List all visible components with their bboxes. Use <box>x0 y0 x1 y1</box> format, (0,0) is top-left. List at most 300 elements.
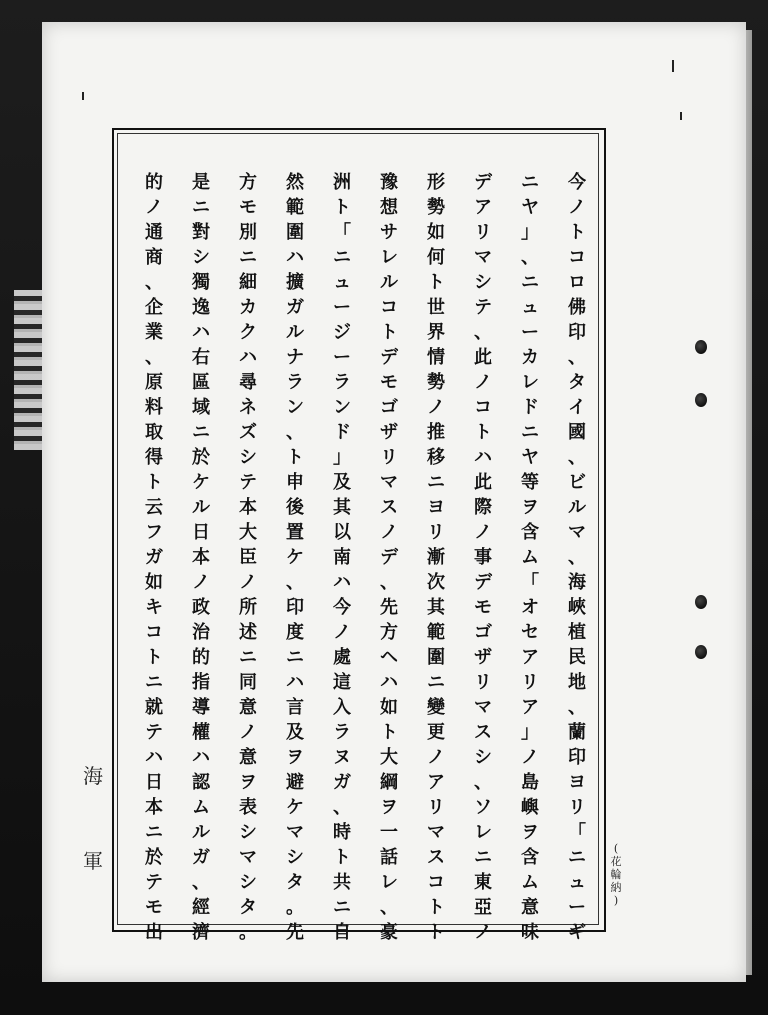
text-char: 如 <box>427 222 445 243</box>
text-char: ガ <box>192 847 210 868</box>
text-char: 地 <box>568 672 586 693</box>
text-char: 後 <box>286 497 304 518</box>
text-char: 東 <box>474 872 492 893</box>
text-char: 指 <box>192 672 210 693</box>
text-char: コ <box>568 247 586 268</box>
text-char: ザ <box>474 647 492 668</box>
text-column <box>515 170 545 945</box>
text-char: ハ <box>286 672 304 693</box>
text-char: ル <box>568 497 586 518</box>
text-char: モ <box>474 597 492 618</box>
text-char: 導 <box>192 697 210 718</box>
text-char: リ <box>568 797 586 818</box>
text-char: 通 <box>145 222 163 243</box>
text-char: ニ <box>286 647 304 668</box>
text-char: ノ <box>568 197 586 218</box>
text-char: 治 <box>192 622 210 643</box>
text-char: ビ <box>568 472 586 493</box>
text-char: テ <box>145 722 163 743</box>
text-char: モ <box>145 897 163 918</box>
text-char: ゴ <box>380 397 398 418</box>
text-char: 意 <box>239 697 257 718</box>
text-char: 擴 <box>286 272 304 293</box>
text-char: ヤ <box>521 447 539 468</box>
text-char: シ <box>239 822 257 843</box>
text-char: 域 <box>192 397 210 418</box>
text-char: 今 <box>568 172 586 193</box>
text-char: シ <box>286 847 304 868</box>
text-char: ニ <box>145 822 163 843</box>
text-char: 本 <box>239 497 257 518</box>
text-char: 時 <box>333 822 351 843</box>
text-char: 細 <box>239 272 257 293</box>
text-char: 的 <box>192 647 210 668</box>
text-char: ギ <box>568 922 586 943</box>
text-column <box>139 170 169 945</box>
text-char: 業 <box>145 322 163 343</box>
text-char: 如 <box>380 697 398 718</box>
text-char: マ <box>286 822 304 843</box>
text-char: 峽 <box>568 597 586 618</box>
text-char: 方 <box>239 172 257 193</box>
side-note-char: 花 <box>610 855 622 868</box>
text-char: 、 <box>568 547 586 568</box>
text-char: 的 <box>145 172 163 193</box>
text-char: マ <box>568 522 586 543</box>
text-char: 右 <box>192 347 210 368</box>
text-char: 避 <box>286 772 304 793</box>
text-char: 。 <box>286 897 304 918</box>
text-char: ュ <box>568 872 586 893</box>
text-char: 、 <box>286 572 304 593</box>
text-char: 先 <box>380 597 398 618</box>
text-char: ニ <box>427 472 445 493</box>
text-char: ガ <box>333 772 351 793</box>
text-char: ト <box>427 922 445 943</box>
text-char: ケ <box>286 547 304 568</box>
text-char: 變 <box>427 697 445 718</box>
text-char: ヨ <box>427 497 445 518</box>
text-char: ー <box>568 897 586 918</box>
text-char: 尋 <box>239 372 257 393</box>
text-char: 逸 <box>192 297 210 318</box>
text-column <box>421 170 451 945</box>
text-char: 企 <box>145 297 163 318</box>
text-char: 嶼 <box>521 797 539 818</box>
text-char: 豫 <box>380 172 398 193</box>
text-char: 」 <box>521 722 539 743</box>
text-char: 政 <box>192 597 210 618</box>
text-char: 意 <box>521 897 539 918</box>
text-char: カ <box>239 297 257 318</box>
text-char: ニ <box>145 672 163 693</box>
text-char: リ <box>427 797 445 818</box>
text-column <box>327 170 357 945</box>
text-char: ガ <box>286 297 304 318</box>
text-char: ト <box>380 322 398 343</box>
text-char: ノ <box>239 572 257 593</box>
text-char: ュ <box>333 272 351 293</box>
text-column <box>233 170 263 945</box>
text-char: ハ <box>192 322 210 343</box>
text-char: ー <box>521 322 539 343</box>
text-char: ケ <box>286 797 304 818</box>
side-note-char: 納 <box>610 881 622 894</box>
text-char: ア <box>521 647 539 668</box>
text-char: ノ <box>474 922 492 943</box>
text-char: マ <box>474 247 492 268</box>
text-char: モ <box>380 372 398 393</box>
text-char: 獨 <box>192 272 210 293</box>
text-char: 對 <box>192 222 210 243</box>
text-char: ル <box>192 497 210 518</box>
text-char: 移 <box>427 447 445 468</box>
text-char: 南 <box>333 547 351 568</box>
text-char: シ <box>239 872 257 893</box>
text-char: ヲ <box>521 497 539 518</box>
text-char: ー <box>333 297 351 318</box>
text-char: デ <box>380 347 398 368</box>
text-char: ヲ <box>286 747 304 768</box>
text-char: 界 <box>427 322 445 343</box>
text-char: ヘ <box>380 647 398 668</box>
text-char: 得 <box>145 447 163 468</box>
text-char: 經 <box>192 897 210 918</box>
text-char: 植 <box>568 622 586 643</box>
text-column <box>186 170 216 945</box>
text-char: 島 <box>521 772 539 793</box>
text-char: 想 <box>380 197 398 218</box>
text-char: マ <box>239 847 257 868</box>
text-char: ト <box>568 222 586 243</box>
text-char: 、 <box>286 422 304 443</box>
text-char: 如 <box>145 572 163 593</box>
text-char: 、 <box>192 872 210 893</box>
text-char: セ <box>521 622 539 643</box>
text-char: 事 <box>474 547 492 568</box>
text-char: 次 <box>427 572 445 593</box>
punch-hole <box>695 645 707 659</box>
side-note <box>606 842 626 907</box>
text-char: 話 <box>380 847 398 868</box>
text-char: ト <box>333 847 351 868</box>
text-char: 取 <box>145 422 163 443</box>
text-char: 情 <box>427 347 445 368</box>
text-char: ク <box>239 322 257 343</box>
text-char: テ <box>239 472 257 493</box>
text-char: デ <box>474 172 492 193</box>
text-char: コ <box>474 397 492 418</box>
text-char: 、 <box>474 772 492 793</box>
text-char: 印 <box>568 747 586 768</box>
text-char: 亞 <box>474 897 492 918</box>
vertical-text-block <box>127 170 597 943</box>
text-char: ニ <box>521 172 539 193</box>
text-char: 本 <box>145 797 163 818</box>
text-char: ト <box>427 897 445 918</box>
text-char: 出 <box>145 922 163 943</box>
text-char: ニ <box>192 197 210 218</box>
text-char: シ <box>474 272 492 293</box>
text-char: 形 <box>427 172 445 193</box>
text-char: 所 <box>239 597 257 618</box>
text-char: ト <box>474 422 492 443</box>
text-char: 、 <box>474 322 492 343</box>
text-char: マ <box>427 822 445 843</box>
text-char: マ <box>380 472 398 493</box>
text-char: 、 <box>380 897 398 918</box>
text-char: 含 <box>521 522 539 543</box>
text-char: ニ <box>568 847 586 868</box>
text-char: 圍 <box>427 647 445 668</box>
text-char: シ <box>192 247 210 268</box>
text-char: ラ <box>333 722 351 743</box>
text-char: ガ <box>145 547 163 568</box>
text-char: テ <box>145 872 163 893</box>
text-char: 此 <box>474 347 492 368</box>
text-char: ヌ <box>333 747 351 768</box>
punch-hole <box>695 595 707 609</box>
text-char: ノ <box>474 522 492 543</box>
text-char: 推 <box>427 422 445 443</box>
text-char: 印 <box>286 597 304 618</box>
text-char: ネ <box>239 397 257 418</box>
text-char: 範 <box>427 622 445 643</box>
text-char: リ <box>521 672 539 693</box>
text-char: ニ <box>192 422 210 443</box>
text-char: ニ <box>333 247 351 268</box>
text-char: ロ <box>568 272 586 293</box>
text-char: レ <box>380 247 398 268</box>
scan-mark <box>680 112 682 120</box>
text-char: 方 <box>380 622 398 643</box>
text-char: リ <box>380 447 398 468</box>
text-char: 臣 <box>239 547 257 568</box>
text-char: 於 <box>145 847 163 868</box>
text-char: ル <box>192 822 210 843</box>
text-char: タ <box>286 872 304 893</box>
text-char: 國 <box>568 422 586 443</box>
text-char: ノ <box>427 397 445 418</box>
text-char: ニ <box>474 847 492 868</box>
text-char: 及 <box>333 472 351 493</box>
text-column <box>374 170 404 945</box>
text-char: ナ <box>286 347 304 368</box>
text-char: ヨ <box>568 772 586 793</box>
text-char: ニ <box>239 247 257 268</box>
text-char: 勢 <box>427 372 445 393</box>
text-char: ア <box>474 197 492 218</box>
text-char: 本 <box>192 547 210 568</box>
text-char: ジ <box>333 322 351 343</box>
text-char: 」 <box>333 447 351 468</box>
text-char: 、 <box>568 447 586 468</box>
text-char: 等 <box>521 472 539 493</box>
text-char: イ <box>568 397 586 418</box>
text-char: ハ <box>333 572 351 593</box>
text-char: ー <box>333 347 351 368</box>
text-char: 、 <box>568 347 586 368</box>
text-char: 先 <box>286 922 304 943</box>
text-char: 含 <box>521 847 539 868</box>
text-char: 日 <box>192 522 210 543</box>
text-char: 意 <box>239 747 257 768</box>
text-char: 、 <box>521 247 539 268</box>
text-char: ケ <box>192 472 210 493</box>
text-char: ハ <box>145 747 163 768</box>
punch-hole <box>695 393 707 407</box>
text-char: ノ <box>333 622 351 643</box>
text-char: 言 <box>286 697 304 718</box>
text-char: 云 <box>145 497 163 518</box>
text-char: 於 <box>192 447 210 468</box>
text-char: ノ <box>474 372 492 393</box>
text-char: 日 <box>145 772 163 793</box>
side-note-char: ) <box>613 894 619 907</box>
text-char: ア <box>521 697 539 718</box>
text-char: ト <box>380 722 398 743</box>
text-char: 權 <box>192 722 210 743</box>
text-char: リ <box>474 672 492 693</box>
text-char: ス <box>380 497 398 518</box>
text-char: 區 <box>192 372 210 393</box>
text-char: タ <box>568 372 586 393</box>
text-char: コ <box>145 622 163 643</box>
text-char: 味 <box>521 922 539 943</box>
text-char: オ <box>521 597 539 618</box>
binding-edge <box>14 290 42 450</box>
text-char: 圍 <box>286 222 304 243</box>
text-char: 自 <box>333 922 351 943</box>
text-char: 認 <box>192 772 210 793</box>
punch-hole <box>695 340 707 354</box>
text-char: ノ <box>427 747 445 768</box>
scan-mark <box>82 92 84 100</box>
text-char: ハ <box>192 747 210 768</box>
text-char: 民 <box>568 647 586 668</box>
text-char: 是 <box>192 172 210 193</box>
text-char: ル <box>380 272 398 293</box>
text-char: ハ <box>474 447 492 468</box>
text-char: カ <box>521 347 539 368</box>
text-char: 就 <box>145 697 163 718</box>
side-note-char: 輪 <box>610 868 622 881</box>
text-char: ハ <box>380 672 398 693</box>
text-char: 綱 <box>380 772 398 793</box>
text-char: 印 <box>568 322 586 343</box>
text-char: ス <box>427 847 445 868</box>
text-char: 」 <box>521 222 539 243</box>
text-char: キ <box>145 597 163 618</box>
text-char: ノ <box>145 197 163 218</box>
text-char: レ <box>380 872 398 893</box>
text-column <box>280 170 310 945</box>
text-char: 世 <box>427 297 445 318</box>
text-char: 。 <box>239 922 257 943</box>
scan-mark <box>672 60 674 72</box>
text-char: ム <box>192 797 210 818</box>
text-char: ト <box>427 272 445 293</box>
text-char: モ <box>239 197 257 218</box>
text-char: 申 <box>286 472 304 493</box>
text-column <box>562 170 592 945</box>
text-char: ゴ <box>474 622 492 643</box>
text-char: マ <box>474 697 492 718</box>
text-char: ニ <box>333 897 351 918</box>
text-char: 今 <box>333 597 351 618</box>
text-char: レ <box>521 372 539 393</box>
text-char: フ <box>145 522 163 543</box>
text-char: ト <box>145 647 163 668</box>
text-char: 度 <box>286 622 304 643</box>
text-char: ト <box>145 472 163 493</box>
text-char: ル <box>286 322 304 343</box>
text-char: 勢 <box>427 197 445 218</box>
margin-label-gun: 軍 <box>83 849 103 873</box>
text-char: 一 <box>380 822 398 843</box>
text-char: ン <box>286 397 304 418</box>
text-char: レ <box>474 822 492 843</box>
text-char: シ <box>239 447 257 468</box>
text-char: 、 <box>568 697 586 718</box>
text-char: 濟 <box>192 922 210 943</box>
text-char: ハ <box>239 347 257 368</box>
text-char: 共 <box>333 872 351 893</box>
text-char: 原 <box>145 372 163 393</box>
text-char: ニ <box>521 272 539 293</box>
text-char: 「 <box>568 822 586 843</box>
text-char: 這 <box>333 672 351 693</box>
text-char: 更 <box>427 722 445 743</box>
text-char: コ <box>427 872 445 893</box>
text-char: ズ <box>239 422 257 443</box>
text-char: 表 <box>239 797 257 818</box>
text-char: 、 <box>333 797 351 818</box>
text-char: 漸 <box>427 547 445 568</box>
side-note-char: ( <box>613 842 619 855</box>
text-char: ヲ <box>521 822 539 843</box>
text-char: ュ <box>521 297 539 318</box>
text-char: 別 <box>239 222 257 243</box>
text-char: 置 <box>286 522 304 543</box>
text-char: 「 <box>333 222 351 243</box>
text-char: 佛 <box>568 297 586 318</box>
text-char: 範 <box>286 197 304 218</box>
text-char: 大 <box>239 522 257 543</box>
text-char: ニ <box>427 672 445 693</box>
text-char: ノ <box>239 722 257 743</box>
text-char: 海 <box>568 572 586 593</box>
text-char: ヲ <box>380 797 398 818</box>
text-char: 料 <box>145 397 163 418</box>
text-column <box>468 170 498 945</box>
text-char: 其 <box>427 597 445 618</box>
text-char: ラ <box>286 372 304 393</box>
text-char: 入 <box>333 697 351 718</box>
text-char: ノ <box>521 747 539 768</box>
text-char: 以 <box>333 522 351 543</box>
text-char: 豪 <box>380 922 398 943</box>
text-char: ソ <box>474 797 492 818</box>
text-char: 此 <box>474 472 492 493</box>
text-char: サ <box>380 222 398 243</box>
text-char: ニ <box>521 422 539 443</box>
text-char: ン <box>333 397 351 418</box>
text-char: 同 <box>239 672 257 693</box>
text-char: 其 <box>333 497 351 518</box>
text-char: ノ <box>192 572 210 593</box>
text-char: 述 <box>239 622 257 643</box>
